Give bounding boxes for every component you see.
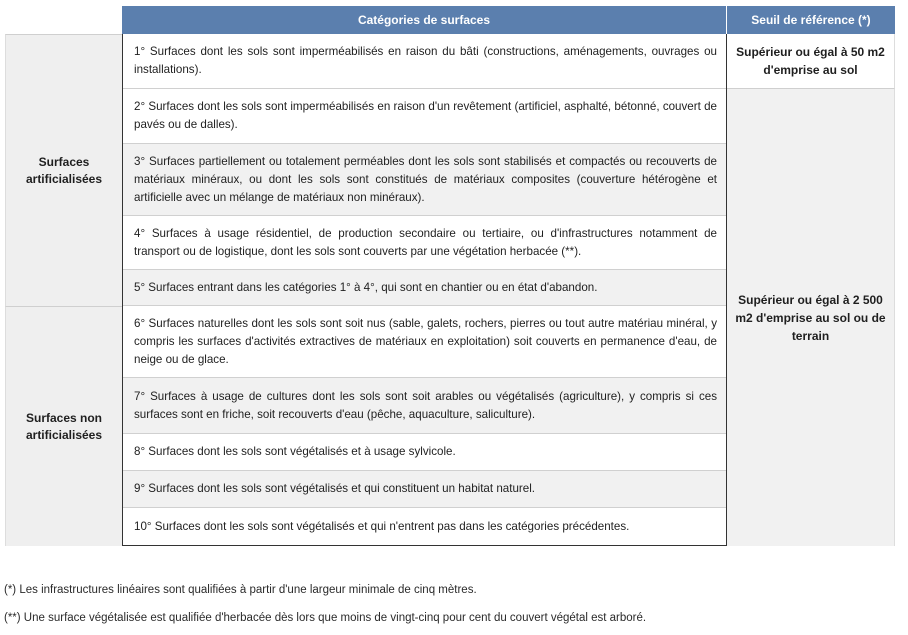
group-artificialised: Surfaces artificialisées — [5, 34, 122, 306]
category-text: 1° Surfaces dont les sols sont imperméabilisés en raison du bâti (constructions, aménagements, ouvrages ou installations). — [134, 45, 717, 76]
category-text: 7° Surfaces à usage de cultures dont les sols sont soit arables ou végétalisés (agriculture), y compris si ces surfaces sont en friche, soit recouverts d'eau (pêche, aquaculture, saliculture). — [134, 389, 717, 421]
category-text: 4° Surfaces à usage résidentiel, de production secondaire ou tertiaire, ou d'infrastructures notamment de transport ou de logistique, dont les sols sont couverts par une végétation herbacée (**). — [134, 226, 717, 258]
category-row-3 — [123, 144, 726, 216]
category-row-10 — [123, 508, 726, 545]
category-rows — [122, 34, 727, 546]
category-row-2 — [123, 89, 726, 144]
category-row-6 — [123, 306, 726, 378]
category-row-4 — [123, 216, 726, 270]
category-text: 5° Surfaces entrant dans les catégories 1° à 4°, qui sont en chantier ou en état d'abandon. — [134, 280, 598, 294]
group-non-artificialised: Surfaces non artificialisées — [5, 306, 122, 546]
footnote-linear-infrastructure: (*) Les infrastructures linéaires sont qualifiées à partir d'une largeur minimale de cinq mètres. — [4, 584, 477, 596]
surface-categories-table — [5, 6, 895, 546]
category-text: 9° Surfaces dont les sols sont végétalisés et qui constituent un habitat naturel. — [134, 482, 535, 495]
category-text: 3° Surfaces partiellement ou totalement perméables dont les sols sont stabilisés et compactés ou recouverts de matériaux minéraux, ou dont les sols sont constitués de matériaux composites (couverture hétérogène et artificielle avec un mélange de matériaux non minéraux). — [134, 154, 717, 204]
threshold-first: Supérieur ou égal à 50 m2 d'emprise au sol — [727, 34, 895, 89]
category-text: 10° Surfaces dont les sols sont végétalisés et qui n'entrent pas dans les catégories précédentes. — [134, 519, 630, 533]
category-text: 2° Surfaces dont les sols sont imperméabilisés en raison d'un revêtement (artificiel, asphalté, bétonné, couvert de pavés ou de dalles). — [134, 100, 717, 131]
threshold-others: Supérieur ou égal à 2 500 m2 d'emprise au sol ou de terrain — [727, 89, 895, 546]
category-row-1 — [123, 34, 726, 89]
category-row-8 — [123, 434, 726, 471]
footnote-herbaceous: (**) Une surface végétalisée est qualifiée d'herbacée dès lors que moins de vingt-cinq pour cent du couvert végétal est arboré. — [4, 612, 647, 624]
category-row-9 — [123, 471, 726, 508]
category-row-7 — [123, 378, 726, 434]
category-text: 6° Surfaces naturelles dont les sols sont soit nus (sable, galets, rochers, pierres ou tout autre matériau minéral, y compris les surfaces d'activités extractives de matériaux en exploitation) soit couverts en permanence d'eau, de neige ou de glace. — [134, 316, 717, 366]
header-empty-cell — [5, 6, 122, 34]
category-text: 8° Surfaces dont les sols sont végétalisés et à usage sylvicole. — [134, 445, 456, 458]
header-categories: Catégories de surfaces — [122, 6, 726, 34]
category-row-5 — [123, 270, 726, 306]
header-threshold: Seuil de référence (*) — [727, 6, 895, 34]
